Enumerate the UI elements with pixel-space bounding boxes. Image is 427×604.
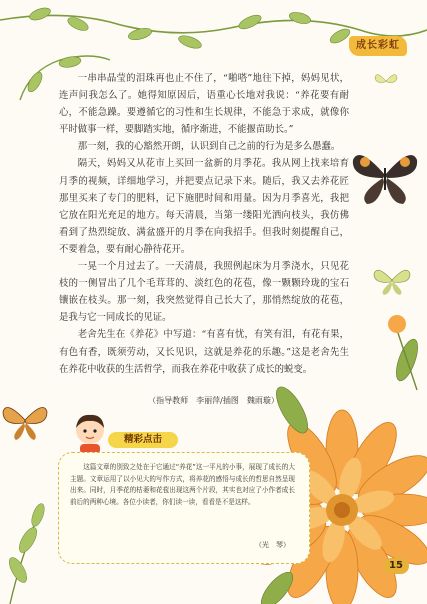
- article-paragraph: 一晃一个月过去了。一天清晨，我照例起床为月季浇水，只见花枝的一侧冒出了几个毛茸茸的、淡红色的花苞，像一颗颗玲珑的宝石镶嵌在枝头。那一刻，我突然觉得自己长大了，那悄然绽放的花苞，是我与它一同成长的见证。: [59, 261, 349, 324]
- article-body: [59, 70, 349, 378]
- tiny-butterfly-illustration: [373, 70, 399, 92]
- page-number: 15: [383, 558, 409, 574]
- small-butterfly-illustration: [371, 262, 413, 298]
- article-paragraph: 那一刻，我的心豁然开朗，认识到自己之前的行为是多么愚蠢。: [77, 141, 341, 153]
- comment-title: 精彩点击: [108, 432, 178, 448]
- article-paragraph: 一串串晶莹的泪珠再也止不住了，“啪嗒”地往下掉，妈妈见状，连声问我怎么了。她得知原因后，语重心长地对我说：“养花要有耐心，不能急躁。要遵循它的习性和生长规律，不能急于求成，就像你平时做事一样，要脚踏实地，循序渐进，不能揠苗助长。”: [59, 73, 349, 136]
- section-tag: 成长彩虹: [349, 36, 407, 56]
- butterfly-illustration: [349, 140, 421, 210]
- article-paragraph: 老舍先生在《养花》中写道：“有喜有忧，有笑有泪，有花有果，有色有香，既须劳动，又长见识，这就是养花的乐趣。”这是老舍先生在养花中收获的生活哲学，而我在养花中收获了成长的蜕变。: [59, 329, 349, 375]
- child-avatar: [70, 410, 110, 454]
- article-paragraph: 隔天，妈妈又从花市上买回一盆新的月季花。我从网上找来培育月季的视频，详细地学习，并把要点记录下来。随后，我又去养花匠那里买来了专门的肥料，记下施肥时间和用量。因为月季喜光，我把它放在阳光充足的地方。每天清晨，当第一缕阳光洒向枝头，我仿佛看到了热烈绽放、满盆盛开的月季在向我招手。但我时刻提醒自己，不要着急，要有耐心静待花开。: [59, 158, 349, 255]
- comment-paragraph: 这篇文章的别致之处在于它通过“养花”这一平凡的小事，展现了成长的大主题。文章运用了以小见大的写作方式，将养花的感悟与成长的哲思自然呈现出来。同时，月季花的枯萎和花苞出现这两个片段，其实也对应了小作者成长前后的两种心境。各位小读者，你们读一读，看看是不是这样。: [70, 463, 295, 506]
- illustration-credit: （指导教师 李丽萍/插图 魏雨璇）: [148, 396, 279, 405]
- leaf-branch-illustration: [0, 470, 60, 604]
- comment-author: （光 琴）: [255, 541, 290, 549]
- comment-text: [70, 462, 295, 508]
